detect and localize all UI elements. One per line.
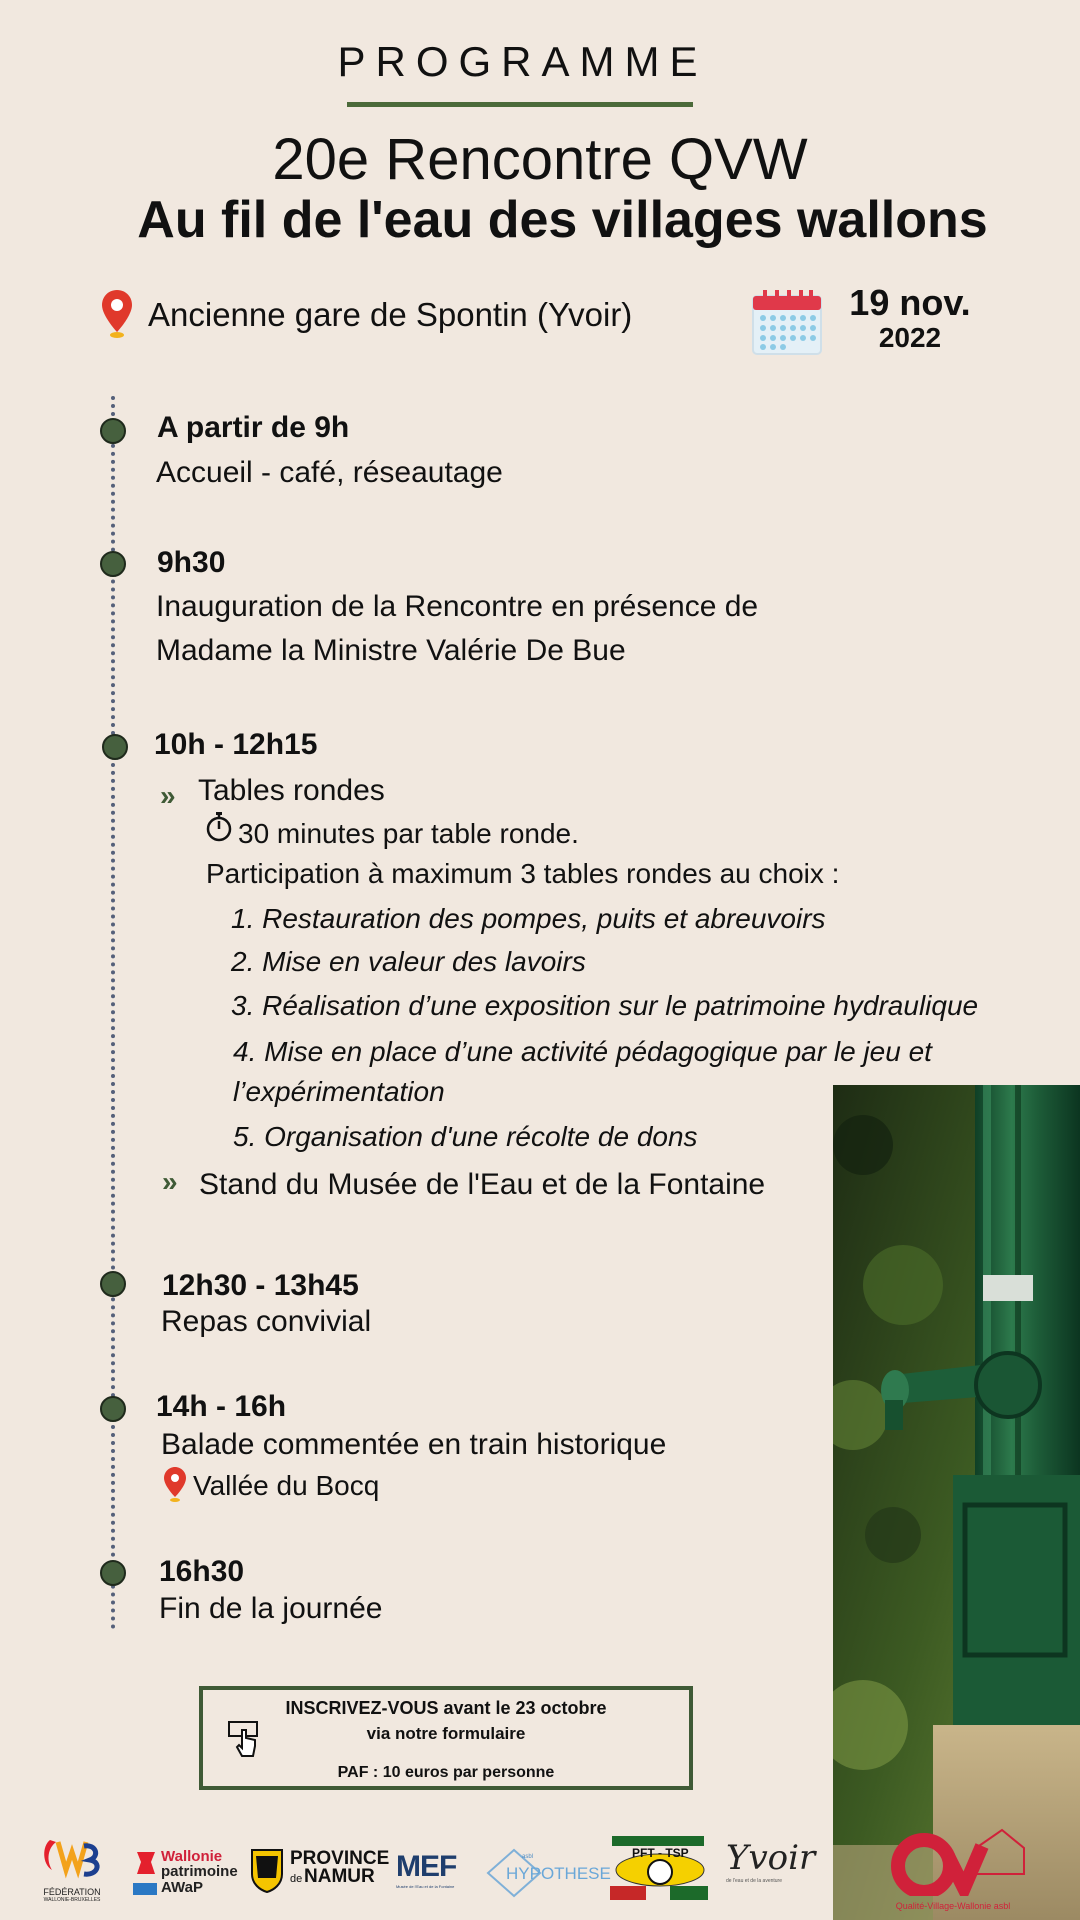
timeline-dot — [100, 551, 126, 577]
registration-fee: PAF : 10 euros par personne — [337, 1764, 555, 1781]
venue-text: Ancienne gare de Spontin (Yvoir) — [148, 296, 633, 333]
time-label: 16h30 — [159, 1555, 245, 1588]
calendar-icon — [751, 288, 823, 356]
topic-item: 2. Mise en valeur des lavoirs — [231, 946, 586, 977]
place-text: Vallée du Bocq — [193, 1470, 380, 1501]
date-day: 19 nov. — [849, 282, 971, 323]
registration-box[interactable] — [199, 1686, 693, 1790]
time-label: 9h30 — [157, 546, 226, 579]
participation-text: Participation à maximum 3 tables rondes au choix : — [206, 858, 840, 889]
awap-logo — [133, 1848, 238, 1898]
awap-logo-text-2: patrimoine — [161, 1863, 238, 1880]
timeline-dot — [102, 734, 128, 760]
hypothese-logo-small: asbl — [522, 1854, 534, 1860]
awap-logo-text-3: AWaP — [161, 1879, 203, 1896]
event-subtitle: Au fil de l'eau des villages wallons — [137, 191, 988, 249]
item-description: Fin de la journée — [159, 1592, 383, 1625]
mef-logo-caption: Musée de l'Eau et de la Fontaine — [396, 1884, 455, 1889]
yvoir-logo-text: Yvoir — [726, 1838, 816, 1878]
time-label: A partir de 9h — [157, 411, 350, 444]
item-description: Stand du Musée de l'Eau et de la Fontaine — [199, 1168, 766, 1201]
yvoir-logo — [726, 1838, 816, 1898]
pft-tsp-logo — [608, 1832, 712, 1904]
qvw-logo-caption: Qualité-Village-Wallonie asbl — [895, 1901, 1011, 1911]
mef-logo-text: MEF — [396, 1850, 457, 1883]
time-label: 14h - 16h — [156, 1390, 287, 1423]
topic-item: 3. Réalisation d’une exposition sur le patrimoine hydraulique — [231, 990, 979, 1021]
stopwatch-icon — [205, 811, 233, 843]
yvoir-logo-caption: de l'eau et de la aventure — [726, 1878, 782, 1884]
fwb-logo — [36, 1832, 108, 1902]
province-logo-text: PROVINCE — [290, 1848, 390, 1869]
hypothese-logo — [486, 1848, 611, 1898]
duration-text: 30 minutes par table ronde. — [238, 818, 579, 849]
province-namur-logo — [248, 1842, 390, 1898]
event-title: 20e Rencontre QVW — [272, 127, 808, 192]
qvw-logo — [878, 1826, 1028, 1910]
topic-item: 4. Mise en place d’une activité pédagogique par le jeu et — [233, 1036, 932, 1067]
hypothese-logo-text: HYPOTHESE — [506, 1864, 611, 1883]
mef-logo — [396, 1850, 478, 1900]
item-description: Balade commentée en train historique — [161, 1428, 667, 1461]
map-pin-icon — [100, 288, 134, 342]
timeline-dot — [100, 1271, 126, 1297]
timeline-dot — [100, 418, 126, 444]
title-divider — [347, 102, 693, 107]
pft-tsp-logo-text: PFT - TSP — [632, 1846, 689, 1860]
time-label: 12h30 - 13h45 — [162, 1269, 359, 1302]
item-description: Inauguration de la Rencontre en présence de — [156, 590, 759, 623]
timeline-dot — [100, 1396, 126, 1422]
registration-deadline: INSCRIVEZ-VOUS avant le 23 octobre — [285, 1698, 607, 1718]
chevron-right-icon: » — [162, 1166, 178, 1197]
date-year: 2022 — [878, 322, 942, 353]
timeline-line — [111, 396, 115, 1630]
topic-item: 1. Restauration des pompes, puits et abreuvoirs — [231, 903, 826, 934]
click-hand-icon — [227, 1720, 261, 1760]
topic-item: l’expérimentation — [233, 1076, 445, 1107]
province-logo-name: NAMUR — [304, 1866, 375, 1887]
province-logo-de: de — [290, 1873, 303, 1885]
programme-label: PROGRAMME — [337, 38, 708, 85]
time-label: 10h - 12h15 — [154, 728, 318, 761]
fwb-logo-subtext: WALLONIE-BRUXELLES — [43, 1897, 101, 1903]
item-description: Repas convivial — [161, 1305, 372, 1338]
timeline-dot — [100, 1560, 126, 1586]
fountain-photo — [833, 1085, 1080, 1920]
registration-form-link[interactable]: via notre formulaire — [366, 1724, 526, 1743]
item-description: Tables rondes — [198, 774, 385, 807]
awap-logo-text: Wallonie — [161, 1848, 223, 1865]
chevron-right-icon: » — [160, 780, 176, 811]
map-pin-icon — [163, 1466, 187, 1504]
fwb-logo-text: FÉDÉRATION — [43, 1887, 101, 1897]
item-description: Accueil - café, réseautage — [156, 456, 503, 489]
topic-item: 5. Organisation d'une récolte de dons — [233, 1121, 698, 1152]
item-description: Madame la Ministre Valérie De Bue — [156, 634, 626, 667]
awap-mark — [133, 1883, 157, 1895]
